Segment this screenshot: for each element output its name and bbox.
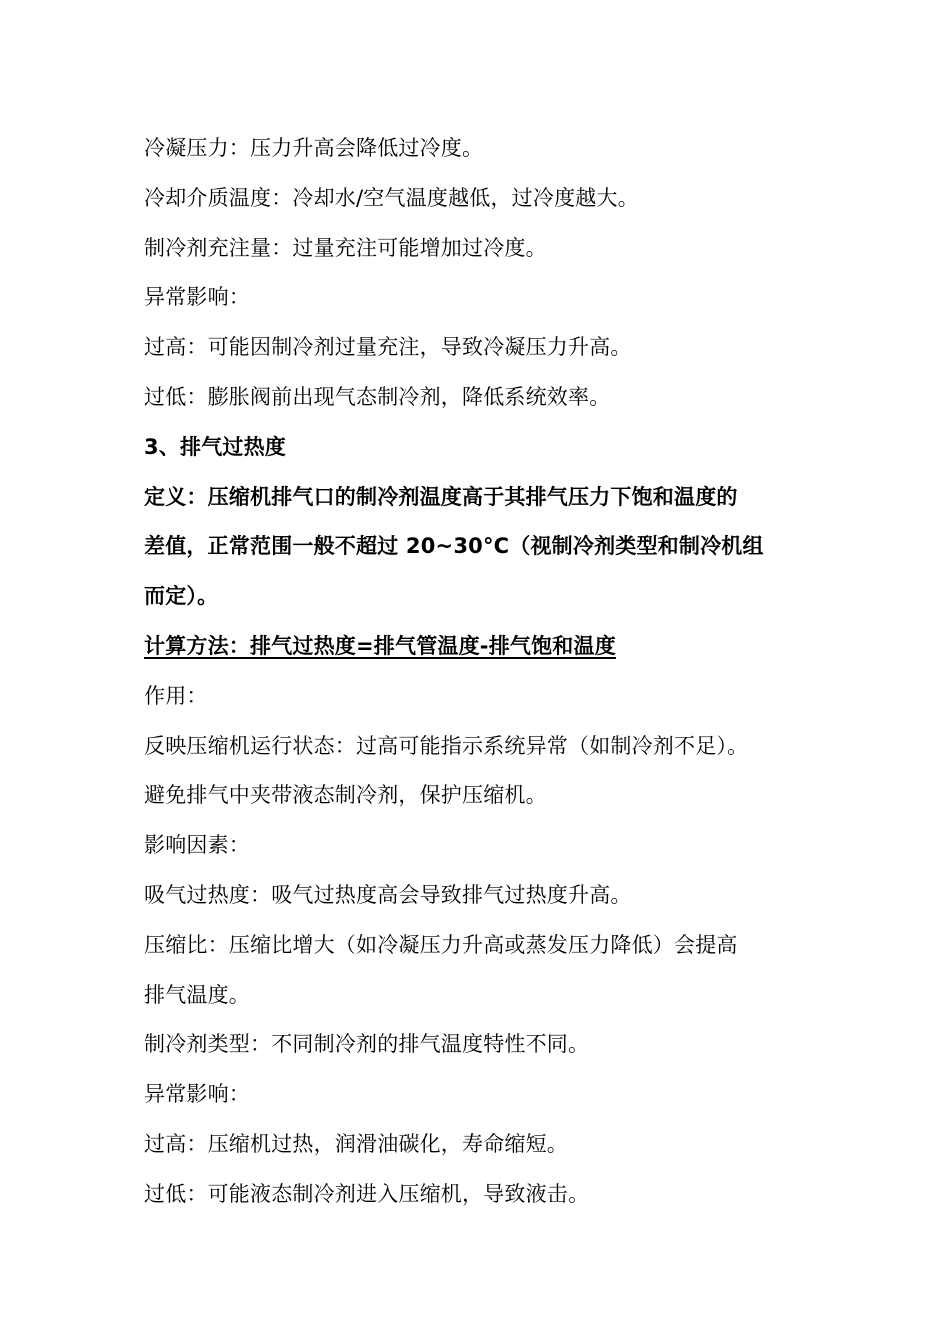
section-heading: 3、排气过热度 <box>144 434 287 459</box>
text-line: 避免排气中夹带液态制冷剂，保护压缩机。 <box>144 783 547 808</box>
text-line: 过低：膨胀阀前出现气态制冷剂，降低系统效率。 <box>144 384 611 409</box>
text-line: 过高：压缩机过热，润滑油碳化，寿命缩短。 <box>144 1131 568 1156</box>
text-line: 过低：可能液态制冷剂进入压缩机，导致液击。 <box>144 1181 590 1206</box>
text-line: 影响因素： <box>144 833 250 858</box>
text-line: 反映压缩机运行状态：过高可能指示系统异常（如制冷剂不足）。 <box>144 733 749 758</box>
text-line: 异常影响： <box>144 1082 250 1107</box>
definition-line: 而定）。 <box>144 584 219 609</box>
calculation-method: 计算方法：排气过热度=排气管温度-排气饱和温度 <box>144 633 616 658</box>
definition-line: 差值，正常范围一般不超过 20~30°C（视制冷剂类型和制冷机组 <box>144 534 764 559</box>
text-line: 吸气过热度：吸气过热度高会导致排气过热度升高。 <box>144 882 632 907</box>
text-line: 压缩比：压缩比增大（如冷凝压力升高或蒸发压力降低）会提高 <box>144 932 738 957</box>
text-line: 制冷剂充注量：过量充注可能增加过冷度。 <box>144 235 547 260</box>
text-line: 过高：可能因制冷剂过量充注，导致冷凝压力升高。 <box>144 335 632 360</box>
text-line: 冷却介质温度：冷却水/空气温度越低，过冷度越大。 <box>144 185 639 210</box>
text-line: 排气温度。 <box>144 982 250 1007</box>
definition-line: 定义：压缩机排气口的制冷剂温度高于其排气压力下饱和温度的 <box>144 484 738 509</box>
text-line: 制冷剂类型：不同制冷剂的排气温度特性不同。 <box>144 1032 590 1057</box>
text-line: 作用： <box>144 683 208 708</box>
text-line: 异常影响： <box>144 285 250 310</box>
document-body <box>144 124 824 1220</box>
text-line: 冷凝压力：压力升高会降低过冷度。 <box>144 136 484 160</box>
